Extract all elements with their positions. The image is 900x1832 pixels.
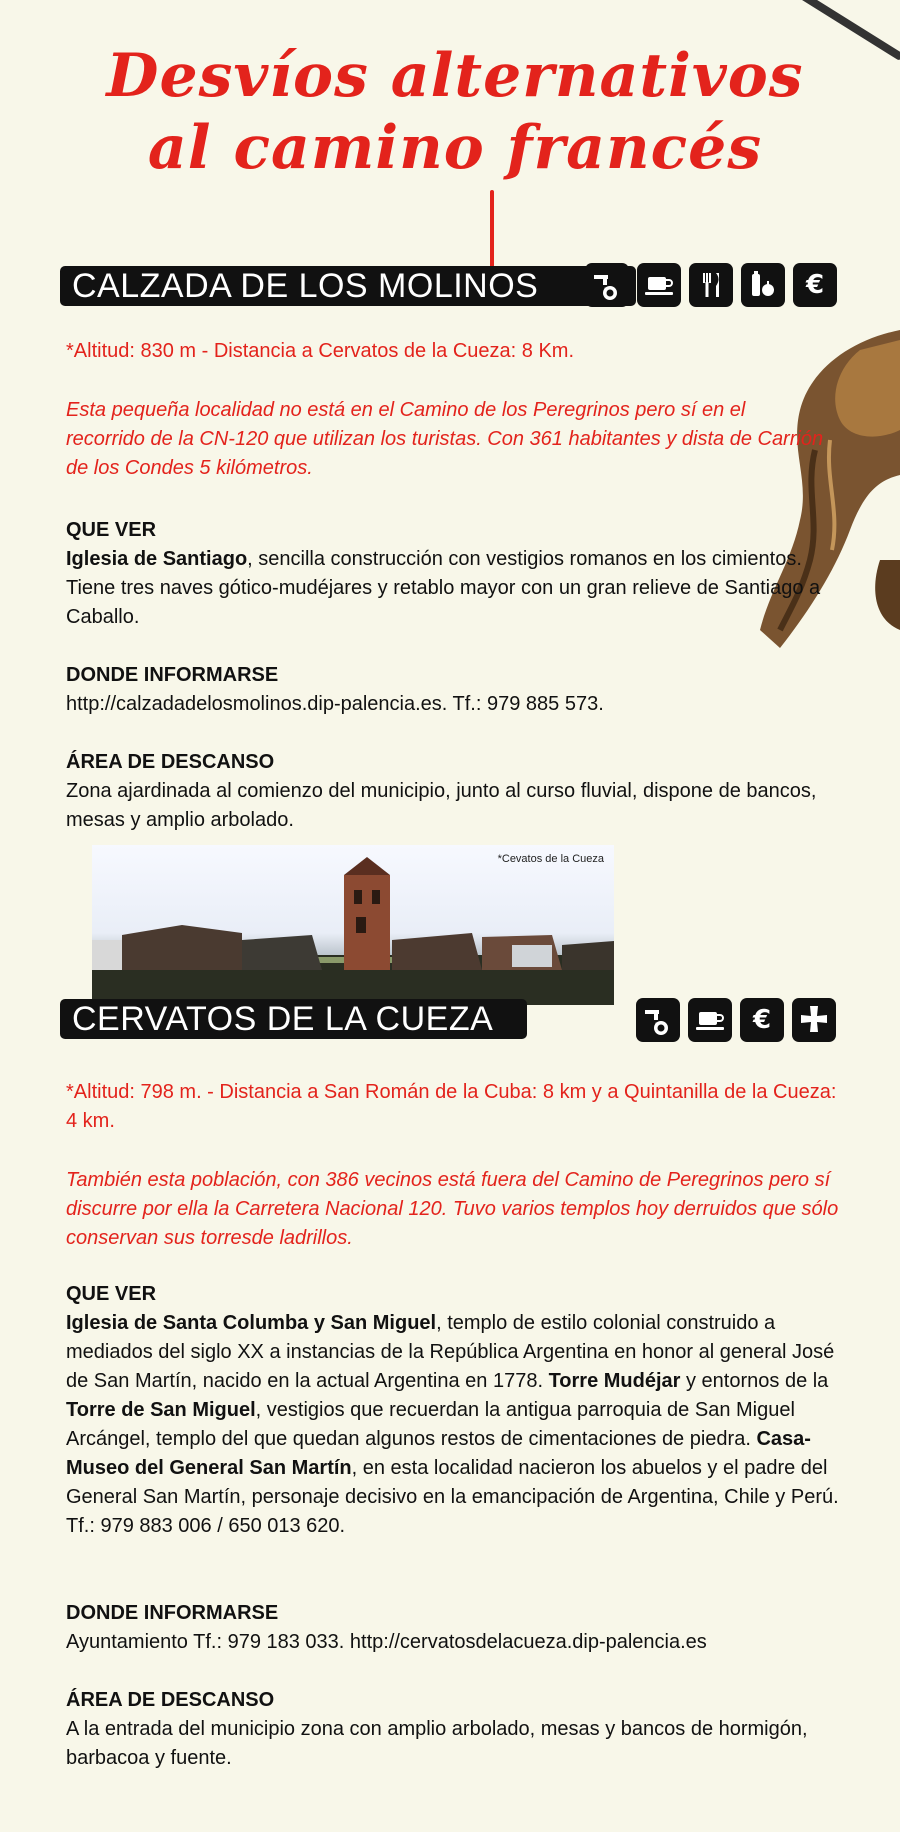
calzada-informarse-text: http://calzadadelosmolinos.dip-palencia.es. Tf.: 979 885 573. — [66, 693, 604, 715]
coffee-icon — [688, 998, 732, 1042]
section-banner-calzada: CALZADA DE LOS MOLINOS — [60, 266, 636, 306]
qv-text-4: , en esta localidad nacieron los abuelos y el padre del General San Martín, personaje decisivo en la emancipación de Argentina, Chile y Perú. Tf.: 979 883 006 / 650 013 620. — [66, 1457, 839, 1537]
qv-text-1: , templo de estilo colonial construido a mediados del siglo XX a instancias de la República Argentina en honor al general José de San Martín, nacido en la actual Argentina en 1778. — [66, 1312, 835, 1392]
cervatos-que-ver-heading: QUE VER — [66, 1283, 157, 1305]
services-icons-cervatos — [636, 998, 836, 1042]
calzada-informarse-heading: DONDE INFORMARSE — [66, 664, 279, 686]
calzada-intro: Esta pequeña localidad no está en el Camino de los Peregrinos pero sí en el recorrido de la CN-120 que utilizan los turistas. Con 361 habitantes y dista de Carrión de los Condes 5 kilómetros. — [66, 399, 824, 479]
cervatos-photo-illustration — [92, 845, 614, 1005]
calzada-que-ver-text — [66, 545, 836, 632]
fountain-icon — [585, 263, 629, 307]
section-banner-cervatos: CERVATOS DE LA CUEZA — [60, 999, 527, 1039]
cervatos-photo — [92, 845, 614, 1005]
cervatos-informarse-heading: DONDE INFORMARSE — [66, 1602, 279, 1624]
services-icons-calzada — [585, 263, 837, 307]
title-line-1: Desvíos alternativos — [106, 41, 804, 111]
qv-bold-iglesia: Iglesia de Santa Columba y San Miguel — [66, 1312, 437, 1334]
cervatos-que-ver-text — [66, 1309, 846, 1541]
coffee-icon — [637, 263, 681, 307]
cross-icon — [792, 998, 836, 1042]
euro-icon: € — [740, 998, 784, 1042]
calzada-que-ver-heading: QUE VER — [66, 519, 157, 541]
calzada-altitude: *Altitud: 830 m - Distancia a Cervatos de la Cueza: 8 Km. — [66, 340, 575, 362]
photo-caption: *Cevatos de la Cueza — [497, 853, 604, 865]
calzada-descanso-heading: ÁREA DE DESCANSO — [66, 751, 275, 773]
calzada-que-ver-bold: Iglesia de Santiago — [66, 548, 248, 570]
title-line-2: al camino francés — [147, 113, 763, 183]
cervatos-descanso-heading: ÁREA DE DESCANSO — [66, 1689, 275, 1711]
cervatos-informarse-text: Ayuntamiento Tf.: 979 183 033. http://cervatosdelacueza.dip-palencia.es — [66, 1631, 707, 1653]
qv-text-2: y entornos de la — [680, 1370, 829, 1392]
shop-icon — [741, 263, 785, 307]
cervatos-intro: También esta población, con 386 vecinos está fuera del Camino de Peregrinos pero sí discurre por ella la Carretera Nacional 120. Tuvo varios templos hoy derruidos que sólo conservan sus torresde ladrillos. — [66, 1169, 839, 1249]
euro-icon: € — [793, 263, 837, 307]
qv-text-3: , vestigios que recuerdan la antigua parroquia de San Miguel Arcángel, templo del que quedan algunos restos de cimentaciones de piedra. — [66, 1399, 795, 1450]
page-title — [60, 40, 850, 184]
qv-bold-torre-san-miguel: Torre de San Miguel — [66, 1399, 256, 1421]
qv-bold-torre-mudejar: Torre Mudéjar — [548, 1370, 681, 1392]
fountain-icon — [636, 998, 680, 1042]
calzada-descanso-text: Zona ajardinada al comienzo del municipio, junto al curso fluvial, dispone de bancos, mesas y amplio arbolado. — [66, 780, 817, 831]
restaurant-icon — [689, 263, 733, 307]
cervatos-altitude: *Altitud: 798 m. - Distancia a San Román de la Cuba: 8 km y a Quintanilla de la Cueza: 4 km. — [66, 1081, 837, 1132]
qv-bold-casa-museo: Casa-Museo del General San Martín — [66, 1428, 811, 1479]
calzada-que-ver-body: , sencilla construcción con vestigios romanos en los cimientos. Tiene tres naves gótico-mudéjares y retablo mayor con un gran relieve de Santiago a Caballo. — [66, 548, 821, 628]
cervatos-descanso-text: A la entrada del municipio zona con amplio arbolado, mesas y bancos de hormigón, barbacoa y fuente. — [66, 1718, 808, 1769]
